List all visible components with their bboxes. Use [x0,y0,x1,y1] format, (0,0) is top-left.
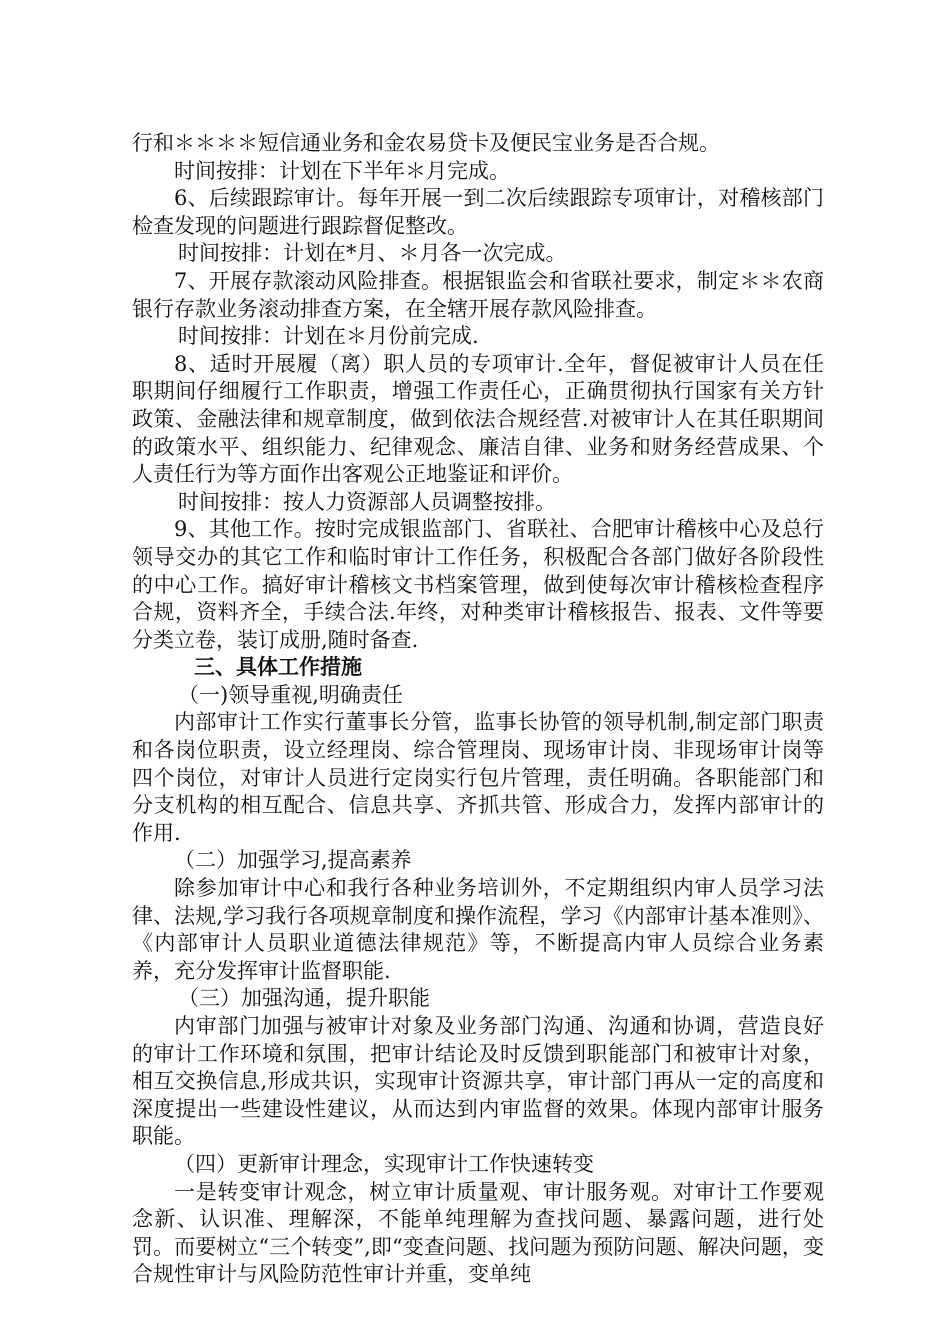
document-page [132,130,824,1289]
paragraph-10: 内部审计工作实行董事长分管，监事长协管的领导机制,制定部门职责和各岗位职责，设立经理岗、综合管理岗、现场审计岗、非现场审计岗等四个岗位，对审计人员进行定岗实行包片管理，责任明确。各职能部门和分支机构的相互配合、信息共享、齐抓共管、形成合力，发挥内部审计的作用. [132,710,824,845]
paragraph-1: 行和＊＊＊＊短信通业务和金农易贷卡及便民宝业务是否合规。 [132,131,720,155]
subheading-3: （三）加强沟通，提升职能 [178,986,430,1011]
paragraph-12: 内审部门加强与被审计对象及业务部门沟通、沟通和协调，营造良好的审计工作环境和氛围，把审计结论及时反馈到职能部门和被审计对象，相互交换信息,形成共识，实现审计资源共享，审计部门再从一定的高度和深度提出一些建设性建议，从而达到内审监督的效果。体现内部审计服务职能。 [132,1014,824,1149]
paragraph-9: 9、其他工作。按时完成银监部门、省联社、合肥审计稽核中心及总行领导交办的其它工作和临时审计工作任务，积极配合各部门做好各阶段性的中心工作。搞好审计稽核文书档案管理，做到使每次审计稽核检查程序合规，资料齐全，手续合法.年终，对种类审计稽核报告、报表、文件等要分类立卷，装订成册,随时备查. [132,517,824,652]
paragraph-3: 6、后续跟踪审计。每年开展一到二次后续跟踪专项审计，对稽核部门检查发现的问题进行跟踪督促整改。 [132,186,824,238]
paragraph-5: 7、开展存款滚动风险排查。根据银监会和省联社要求，制定＊＊农商银行存款业务滚动排查方案，在全辖开展存款风险排查。 [132,268,824,321]
paragraph-6: 时间按排：计划在＊月份前完成. [178,324,479,349]
paragraph-7: 8、适时开展履（离）职人员的专项审计.全年，督促被审计人员在任职期间仔细履行工作职责，增强工作责任心，正确贯彻执行国家有关方针政策、金融法律和规章制度，做到依法合规经营.对被审计人在其任职期间的政策水平、组织能力、纪律观念、廉洁自律、业务和财务经营成果、个人责任行为等方面作出客观公正地鉴证和评价。 [132,351,824,487]
subheading-2: （二）加强学习,提高素养 [174,848,412,873]
section-heading: 三、具体工作措施 [194,655,362,680]
paragraph-13: 一是转变审计观念，树立审计质量观、审计服务观。对审计工作要观念新、认识准、理解深，不能单纯理解为查找问题、暴露问题，进行处罚。而要树立“三个转变”,即“变查问题、找问题为预防问题、解决问题，变合规性审计与风险防范性审计并重，变单纯 [132,1179,824,1287]
paragraph-4: 时间按排：计划在*月、＊月各一次完成。 [178,241,567,266]
paragraph-8: 时间按排：按人力资源部人员调整按排。 [178,489,556,514]
subheading-4: （四）更新审计理念，实现审计工作快速转变 [174,1151,594,1176]
paragraph-11: 除参加审计中心和我行各种业务培训外，不定期组织内审人员学习法律、法规,学习我行各项规章制度和操作流程，学习《内部审计基本准则》、《内部审计人员职业道德法律规范》等，不断提高内审人员综合业务素养，充分发挥审计监督职能. [132,876,824,983]
subheading-1: （一)领导重视,明确责任 [178,682,403,707]
paragraph-2: 时间按排：计划在下半年＊月完成。 [174,158,510,183]
